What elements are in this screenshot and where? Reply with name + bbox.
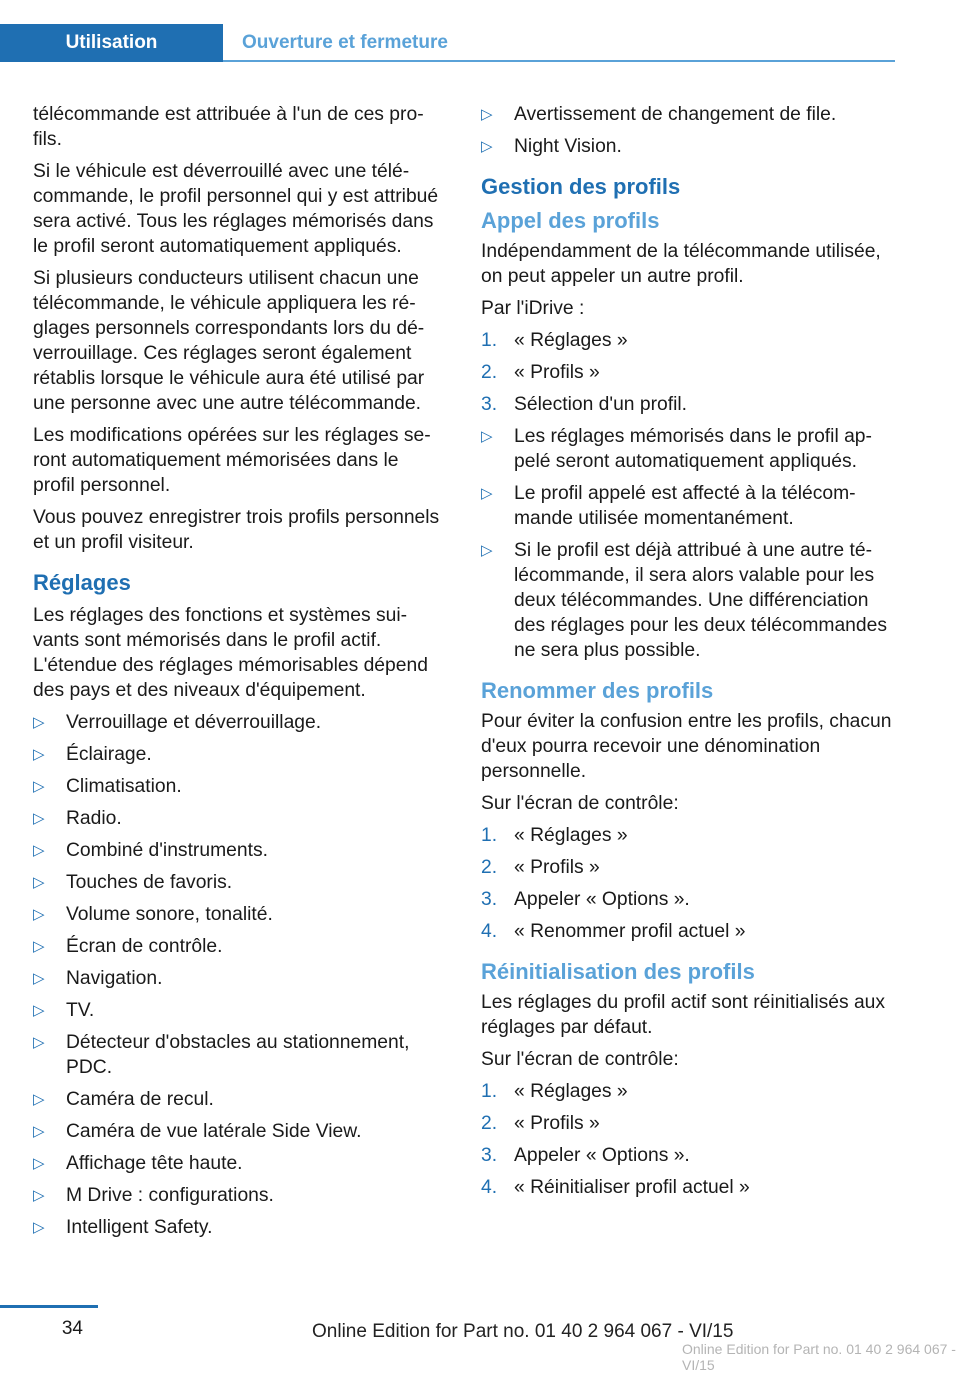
paragraph: télécommande est attribuée à l'un de ces profils. — [33, 104, 424, 150]
step-item: 2. « Profils » — [481, 1113, 600, 1134]
paragraph: Les réglages du profil actif sont réinitialisés aux réglages par défaut. — [481, 992, 886, 1038]
list-item: ▷ Caméra de vue latérale Side View. — [33, 1121, 362, 1142]
page-header — [0, 24, 895, 62]
list-item: ▷ M Drive : configurations. — [33, 1185, 274, 1206]
paragraph: Par l'iDrive : — [481, 298, 585, 319]
triangle-bullet-icon: ▷ — [33, 842, 45, 859]
triangle-bullet-icon: ▷ — [33, 906, 45, 923]
tab-ouverture-fermeture[interactable]: Ouverture et fermeture — [242, 32, 448, 53]
triangle-bullet-icon: ▷ — [33, 810, 45, 827]
triangle-bullet-icon: ▷ — [33, 1219, 45, 1236]
triangle-bullet-icon: ▷ — [481, 106, 493, 123]
page-number: 34 — [61, 1318, 83, 1339]
header-divider — [223, 60, 895, 62]
triangle-bullet-icon: ▷ — [33, 778, 45, 795]
list-item: ▷ Affichage tête haute. — [33, 1153, 243, 1174]
list-item: ▷ Combiné d'instruments. — [33, 840, 268, 861]
list-item: ▷ Les réglages mémorisés dans le profil appelé seront automatiquement appliqués. — [481, 426, 872, 472]
list-item: ▷ Caméra de recul. — [33, 1089, 214, 1110]
list-item: ▷ Écran de contrôle. — [33, 936, 223, 957]
section-heading-gestion-profils: Gestion des profils — [481, 174, 681, 199]
list-item: ▷ Éclairage. — [33, 744, 152, 765]
triangle-bullet-icon: ▷ — [481, 428, 493, 445]
list-item: ▷ Night Vision. — [481, 136, 622, 157]
footer-divider — [0, 1305, 98, 1308]
list-item: ▷ TV. — [33, 1000, 95, 1021]
triangle-bullet-icon: ▷ — [33, 874, 45, 891]
triangle-bullet-icon: ▷ — [33, 1155, 45, 1172]
step-item: 4. « Réinitialiser profil actuel » — [481, 1177, 750, 1198]
paragraph: Sur l'écran de contrôle: — [481, 793, 679, 814]
step-item: 2. « Profils » — [481, 857, 600, 878]
triangle-bullet-icon: ▷ — [33, 1123, 45, 1140]
paragraph: Si le véhicule est déverrouillé avec une télécommande, le profil personnel qui y est attribué sera activé. Tous les réglages mémorisés dans le profil seront automatiquement appliqués. — [33, 161, 439, 257]
watermark: Online Edition for Part no. 01 40 2 964 067 - VI/15 — [682, 1341, 956, 1373]
tab-utilisation[interactable]: Utilisation — [0, 24, 223, 62]
triangle-bullet-icon: ▷ — [33, 1034, 45, 1051]
paragraph: L'étendue des réglages mémorisables dépend des pays et des niveaux d'équipement. — [33, 655, 428, 701]
triangle-bullet-icon: ▷ — [481, 138, 493, 155]
paragraph: Si plusieurs conducteurs utilisent chacun une télécommande, le véhicule appliquera les réglages personnels correspondants lors du déverrouillage. Ces réglages seront également rétablis lorsque le véhicule aura été utilisé par une personne avec une autre télécommande. — [33, 268, 425, 414]
step-item: 3. Sélection d'un profil. — [481, 394, 688, 415]
reset-steps — [481, 1079, 896, 1200]
paragraph: Les modifications opérées sur les réglages seront automatiquement mémorisées dans le profil personnel. — [33, 425, 431, 496]
triangle-bullet-icon: ▷ — [481, 485, 493, 502]
triangle-bullet-icon: ▷ — [33, 1002, 45, 1019]
section-heading-reglages: Réglages — [33, 570, 131, 595]
list-item: ▷ Intelligent Safety. — [33, 1217, 213, 1238]
triangle-bullet-icon: ▷ — [33, 938, 45, 955]
subheading-renommer-profils: Renommer des profils — [481, 678, 714, 703]
paragraph: Pour éviter la confusion entre les profils, chacun d'eux pourra recevoir une dénomination personnelle. — [481, 711, 892, 782]
list-item: ▷ Radio. — [33, 808, 122, 829]
step-item: 1. « Réglages » — [481, 1081, 628, 1102]
list-item: ▷ Touches de favoris. — [33, 872, 233, 893]
paragraph: Indépendamment de la télécommande utilisée, on peut appeler un autre profil. — [481, 241, 881, 287]
triangle-bullet-icon: ▷ — [33, 1091, 45, 1108]
rename-steps — [481, 823, 896, 944]
left-column — [33, 102, 445, 1247]
list-item: ▷ Climatisation. — [33, 776, 182, 797]
call-steps — [481, 328, 896, 417]
list-item: ▷ Le profil appelé est affecté à la télécommande utilisée momentanément. — [481, 483, 856, 529]
subheading-reinitialisation-profils: Réinitialisation des profils — [481, 959, 755, 984]
paragraph: Vous pouvez enregistrer trois profils personnels et un profil visiteur. — [33, 507, 440, 553]
list-item: ▷ Détecteur d'obstacles au stationnement, PDC. — [33, 1032, 410, 1078]
edition-text: Online Edition for Part no. 01 40 2 964 067 - VI/15 — [312, 1321, 734, 1342]
list-item: ▷ Avertissement de changement de file. — [481, 104, 837, 125]
list-item: ▷ Navigation. — [33, 968, 163, 989]
triangle-bullet-icon: ▷ — [481, 542, 493, 559]
call-notes — [481, 424, 896, 663]
paragraph: Sur l'écran de contrôle: — [481, 1049, 679, 1070]
triangle-bullet-icon: ▷ — [33, 746, 45, 763]
step-item: 1. « Réglages » — [481, 825, 628, 846]
step-item: 3. Appeler « Options ». — [481, 1145, 690, 1166]
triangle-bullet-icon: ▷ — [33, 714, 45, 731]
right-column — [481, 102, 896, 1207]
list-item: ▷ Verrouillage et déverrouillage. — [33, 712, 322, 733]
step-item: 3. Appeler « Options ». — [481, 889, 690, 910]
step-item: 4. « Renommer profil actuel » — [481, 921, 746, 942]
step-item: 2. « Profils » — [481, 362, 600, 383]
list-item: ▷ Si le profil est déjà attribué à une autre télécommande, il sera alors valable pour les deux télécommandes. Une différenciation des réglages pour les deux télécommandes ne sera plus possible. — [481, 540, 887, 661]
triangle-bullet-icon: ▷ — [33, 1187, 45, 1204]
step-item: 1. « Réglages » — [481, 330, 628, 351]
paragraph: Les réglages des fonctions et systèmes suivants sont mémorisés dans le profil actif. — [33, 605, 408, 651]
settings-list-continued — [481, 102, 896, 159]
settings-list — [33, 710, 445, 1240]
subheading-appel-profils: Appel des profils — [481, 208, 660, 233]
list-item: ▷ Volume sonore, tonalité. — [33, 904, 273, 925]
triangle-bullet-icon: ▷ — [33, 970, 45, 987]
